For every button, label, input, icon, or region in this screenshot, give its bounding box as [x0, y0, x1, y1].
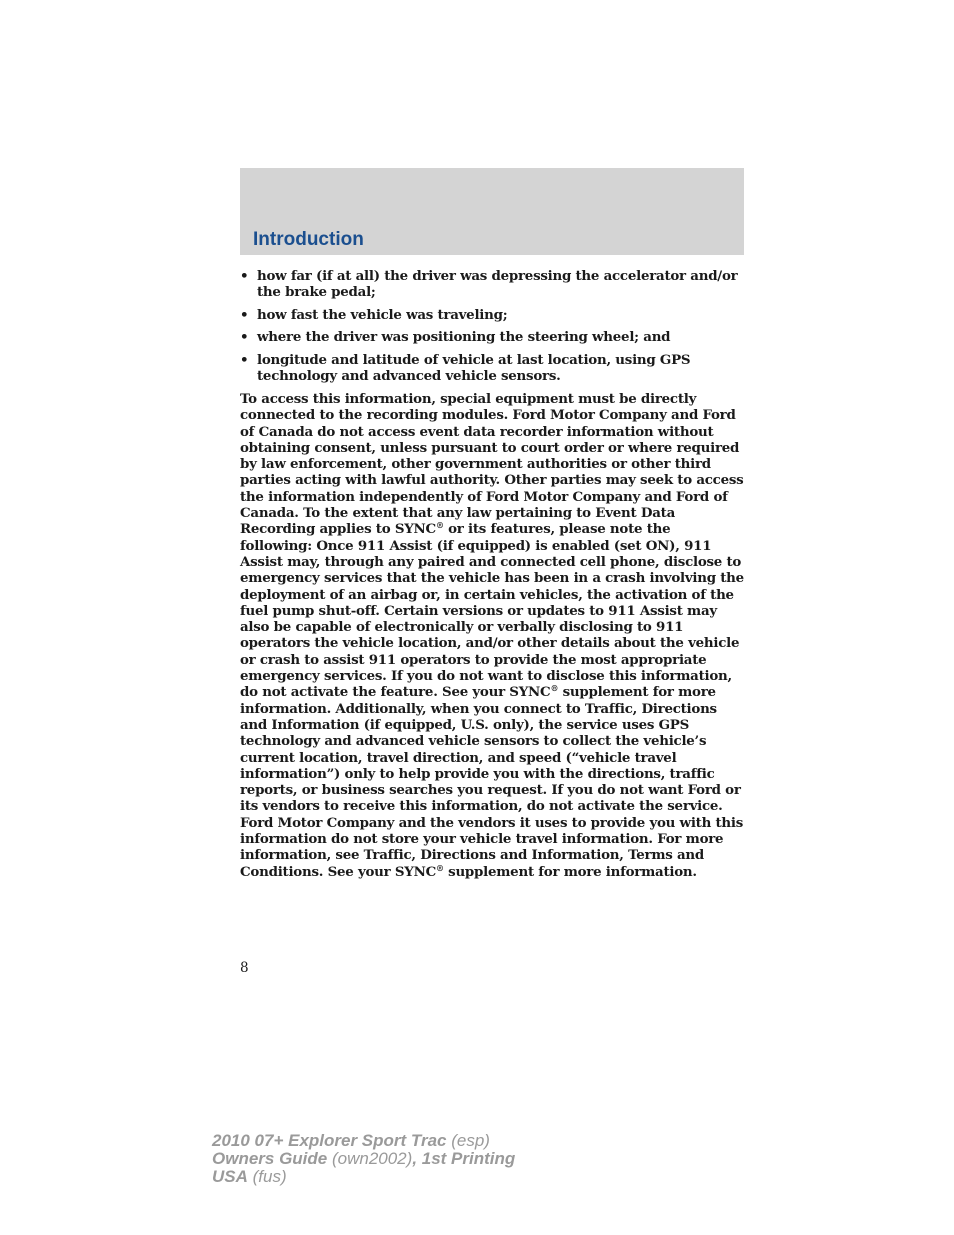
bullet-glyph: • [240, 329, 249, 346]
footer-guide-code: (own2002) [327, 1149, 413, 1168]
bullet-glyph: • [240, 268, 249, 284]
registered-mark: ® [436, 862, 444, 873]
footer-market-code: (fus) [247, 1167, 287, 1186]
footer-separator: , [412, 1149, 422, 1168]
footer-printing: 1st Printing [421, 1149, 516, 1168]
registered-mark: ® [435, 520, 444, 531]
page-number: 8 [240, 960, 249, 976]
footer-market: USA [212, 1167, 248, 1186]
list-item [240, 268, 744, 301]
list-item [240, 352, 744, 385]
list-item [240, 307, 744, 323]
body-paragraph [240, 391, 744, 880]
list-item-text: how fast the vehicle was traveling; [257, 306, 508, 323]
document-footer [212, 1132, 515, 1186]
bullet-list [240, 268, 744, 385]
list-item-text: longitude and latitude of vehicle at last location, using GPS technology and advanced vehicle sensors. [257, 352, 691, 385]
bullet-glyph: • [240, 306, 249, 323]
body-text-part: To access this information, special equipment must be directly connected to the recording modules. Ford Motor Company and Ford of Canada do not access event data recorder information without obtaining consent, unless pursuant to court order or where required by law enforcement, other government authorities or other third parties acting with lawful authority. Other parties may seek to access the information independently of Ford Motor Company and Ford of Canada. To the extent that any law pertaining to Event Data Recording applies to SYNC [240, 390, 744, 538]
list-item-text: how far (if at all) the driver was depressing the accelerator and/or the brake pedal; [257, 268, 738, 301]
body-text-part: supplement for more information. Additionally, when you connect to Traffic, Directions and Information (if equipped, U.S. only), the service uses GPS technology and advanced vehicle sensors to collect the vehicle’s current location, travel direction, and speed (“vehicle travel information”) only to help provide you with the directions, traffic reports, or business searches you request. If you do not want Ford or its vendors to receive this information, do not activate the service. Ford Motor Company and the vendors it uses to provide you with this information do not store your vehicle travel information. For more information, see Traffic, Directions and Information, Terms and Conditions. See your SYNC [240, 684, 744, 880]
bullet-glyph: • [240, 352, 249, 369]
footer-model-code: (esp) [446, 1131, 490, 1150]
list-item-text: where the driver was positioning the steering wheel; and [257, 329, 671, 346]
list-item [240, 329, 744, 345]
footer-guide: Owners Guide [212, 1149, 328, 1168]
section-header-band [240, 168, 744, 255]
footer-model: 2010 07+ Explorer Sport Trac [212, 1131, 447, 1150]
footer-line-guide [212, 1150, 515, 1168]
footer-line-market [212, 1168, 515, 1186]
section-title: Introduction [253, 229, 364, 250]
body-text-part: supplement for more information. [443, 863, 697, 880]
registered-mark: ® [550, 683, 559, 694]
body-text-part: or its features, please note the following: Once 911 Assist (if equipped) is enabled (set ON), 911 Assist may, through any paired and connected cell phone, disclose to emergency services that the vehicle has been in a crash involving the deployment of an airbag or, in certain vehicles, the activation of the fuel pump shut-off. Certain versions or updates to 911 Assist may also be capable of electronically or verbally disclosing to 911 operators the vehicle location, and/or other details about the vehicle or crash to assist 911 operators to provide the most appropriate emergency services. If you do not want to disclose this information, do not activate the feature. See your SYNC [240, 521, 744, 701]
page-content [240, 268, 744, 880]
footer-line-model [212, 1132, 515, 1150]
